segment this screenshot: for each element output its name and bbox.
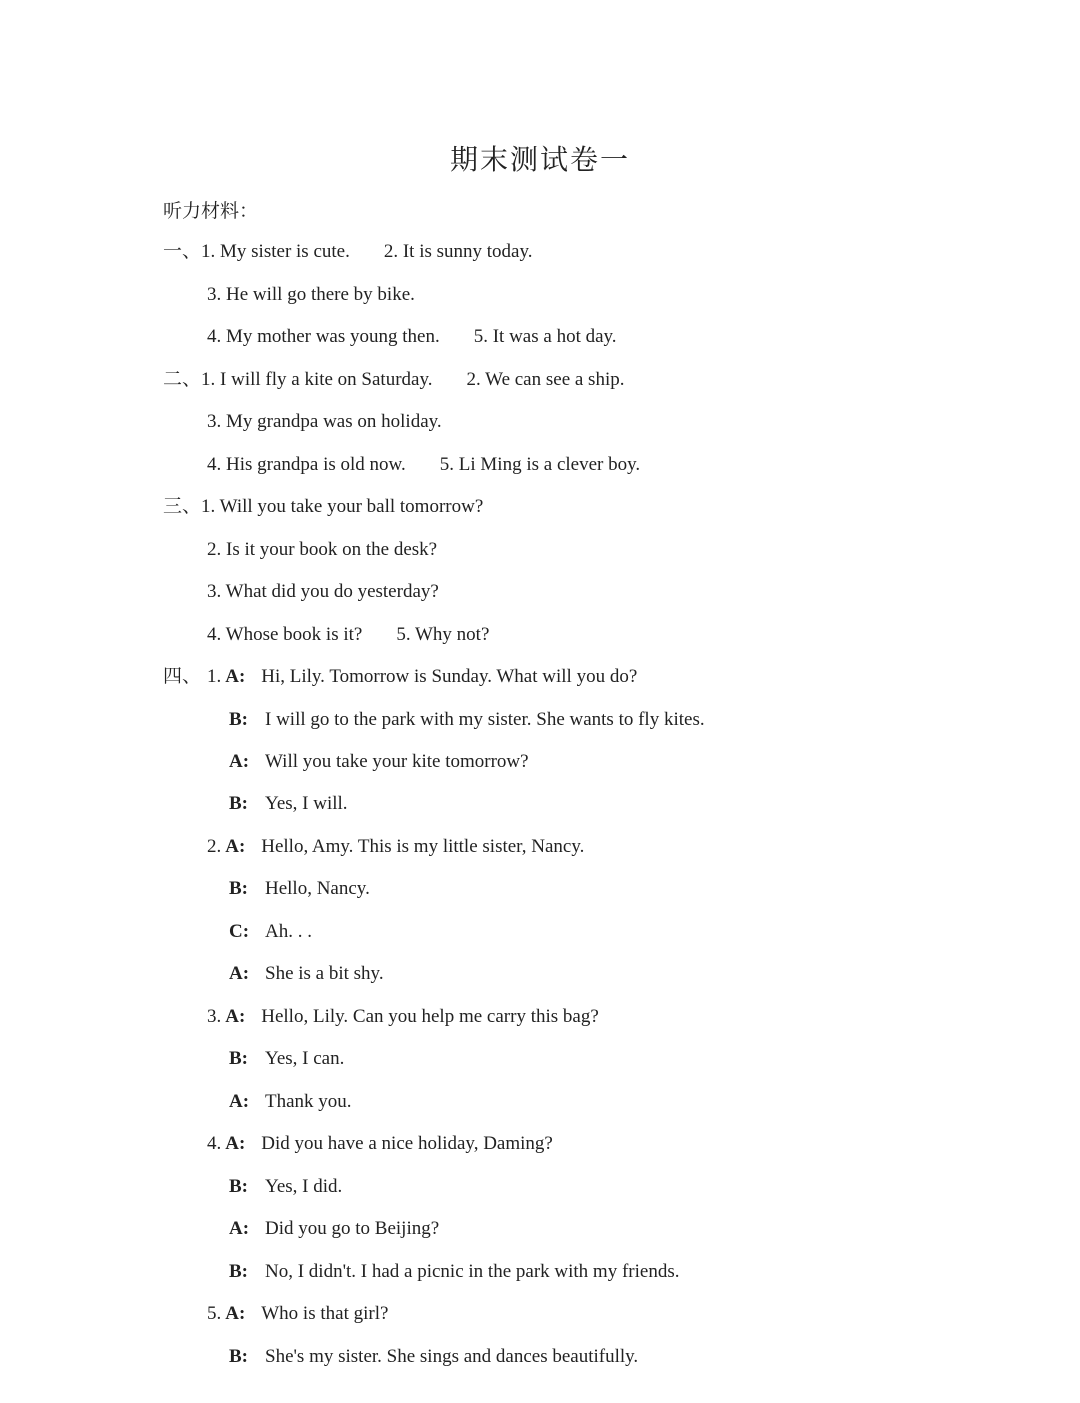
section-3-line-3 bbox=[207, 582, 439, 601]
speaker-label: B: bbox=[229, 878, 248, 899]
dialogue-text: Hello, Lily. Can you help me carry this bag? bbox=[261, 1006, 599, 1027]
subtitle: 听力材料： bbox=[163, 200, 259, 222]
question-text: 3. What did you do yesterday? bbox=[207, 581, 439, 602]
section-1-label: 一、 bbox=[163, 240, 202, 262]
question-text: 5. Why not? bbox=[396, 624, 490, 645]
speaker-label: C: bbox=[229, 921, 250, 942]
dialogue-number: 4. bbox=[207, 1133, 222, 1154]
question-text: 4. Whose book is it? bbox=[207, 624, 363, 645]
dialogue-text: Hello, Nancy. bbox=[265, 878, 370, 899]
section-2-line-3 bbox=[207, 455, 640, 474]
dialogue-text: Hello, Amy. This is my little sister, Nancy. bbox=[261, 836, 585, 857]
question-text: 2. It is sunny today. bbox=[383, 241, 533, 262]
dialogue-text: Did you go to Beijing? bbox=[265, 1218, 440, 1239]
page-title: 期末测试卷一 bbox=[449, 143, 630, 176]
section-3-line-4 bbox=[207, 625, 489, 644]
dialogue-text: I will go to the park with my sister. She wants to fly kites. bbox=[265, 709, 705, 730]
question-text: 3. He will go there by bike. bbox=[207, 284, 415, 305]
question-text: 3. My grandpa was on holiday. bbox=[207, 411, 442, 432]
speaker-label: A: bbox=[225, 1303, 246, 1324]
question-text: 1. Will you take your ball tomorrow? bbox=[201, 496, 484, 517]
dialogue-text: Yes, I can. bbox=[265, 1048, 345, 1069]
dialogue-text: She's my sister. She sings and dances beautifully. bbox=[265, 1346, 639, 1367]
section-3-line-2 bbox=[207, 540, 437, 559]
section-1-line-2 bbox=[207, 285, 415, 304]
dialogue-line bbox=[229, 1219, 439, 1238]
dialogue-line bbox=[207, 1007, 599, 1026]
question-text: 5. It was a hot day. bbox=[473, 326, 617, 347]
dialogue-text: Did you have a nice holiday, Daming? bbox=[261, 1133, 553, 1154]
question-text: 4. My mother was young then. bbox=[207, 326, 440, 347]
dialogue-line bbox=[229, 879, 370, 898]
dialogue-line bbox=[229, 710, 705, 729]
dialogue-text: Will you take your kite tomorrow? bbox=[265, 751, 529, 772]
speaker-label: A: bbox=[229, 1218, 250, 1239]
section-3-label: 三、 bbox=[163, 495, 202, 517]
dialogue-text: She is a bit shy. bbox=[265, 963, 384, 984]
dialogue-text: Yes, I did. bbox=[265, 1176, 343, 1197]
dialogue-line bbox=[229, 752, 529, 771]
dialogue-text: Who is that girl? bbox=[261, 1303, 389, 1324]
dialogue-text: Thank you. bbox=[265, 1091, 352, 1112]
question-text: 1. My sister is cute. bbox=[201, 241, 350, 262]
dialogue-line bbox=[207, 837, 584, 856]
section-2-label: 二、 bbox=[163, 368, 202, 390]
question-text: 2. Is it your book on the desk? bbox=[207, 539, 438, 560]
dialogue-line bbox=[229, 964, 384, 983]
dialogue-line bbox=[229, 1262, 679, 1281]
section-3-line-1 bbox=[163, 497, 483, 516]
dialogue-number: 2. bbox=[207, 836, 222, 857]
speaker-label: A: bbox=[225, 836, 246, 857]
speaker-label: A: bbox=[225, 666, 246, 687]
speaker-label: A: bbox=[229, 1091, 250, 1112]
dialogue-number: 5. bbox=[207, 1303, 222, 1324]
section-2-line-1 bbox=[163, 370, 624, 389]
dialogue-text: Yes, I will. bbox=[265, 793, 348, 814]
section-2-line-2 bbox=[207, 412, 442, 431]
dialogue-line bbox=[229, 922, 312, 941]
section-4-label-wrap bbox=[163, 667, 201, 686]
question-text: 2. We can see a ship. bbox=[466, 369, 625, 390]
dialogue-text: Hi, Lily. Tomorrow is Sunday. What will you do? bbox=[261, 666, 638, 687]
speaker-label: B: bbox=[229, 793, 248, 814]
section-4-label: 四、 bbox=[163, 665, 202, 687]
question-text: 4. His grandpa is old now. bbox=[207, 454, 406, 475]
speaker-label: B: bbox=[229, 1346, 248, 1367]
dialogue-line bbox=[229, 1049, 344, 1068]
dialogue-line bbox=[229, 1177, 342, 1196]
dialogue-line bbox=[207, 667, 637, 686]
speaker-label: A: bbox=[229, 963, 250, 984]
question-text: 1. I will fly a kite on Saturday. bbox=[201, 369, 433, 390]
speaker-label: A: bbox=[225, 1006, 246, 1027]
speaker-label: B: bbox=[229, 709, 248, 730]
speaker-label: A: bbox=[225, 1133, 246, 1154]
dialogue-number: 1. bbox=[207, 666, 222, 687]
dialogue-line bbox=[229, 1092, 352, 1111]
dialogue-line bbox=[229, 794, 348, 813]
speaker-label: B: bbox=[229, 1261, 248, 1282]
dialogue-line bbox=[207, 1134, 553, 1153]
dialogue-line bbox=[207, 1304, 388, 1323]
speaker-label: B: bbox=[229, 1048, 248, 1069]
section-1-line-3 bbox=[207, 327, 617, 346]
speaker-label: A: bbox=[229, 751, 250, 772]
dialogue-line bbox=[229, 1347, 638, 1366]
section-1-line-1 bbox=[163, 242, 533, 261]
question-text: 5. Li Ming is a clever boy. bbox=[439, 454, 641, 475]
dialogue-number: 3. bbox=[207, 1006, 222, 1027]
speaker-label: B: bbox=[229, 1176, 248, 1197]
dialogue-text: Ah. . . bbox=[265, 921, 312, 942]
dialogue-text: No, I didn't. I had a picnic in the park with my friends. bbox=[265, 1261, 680, 1282]
